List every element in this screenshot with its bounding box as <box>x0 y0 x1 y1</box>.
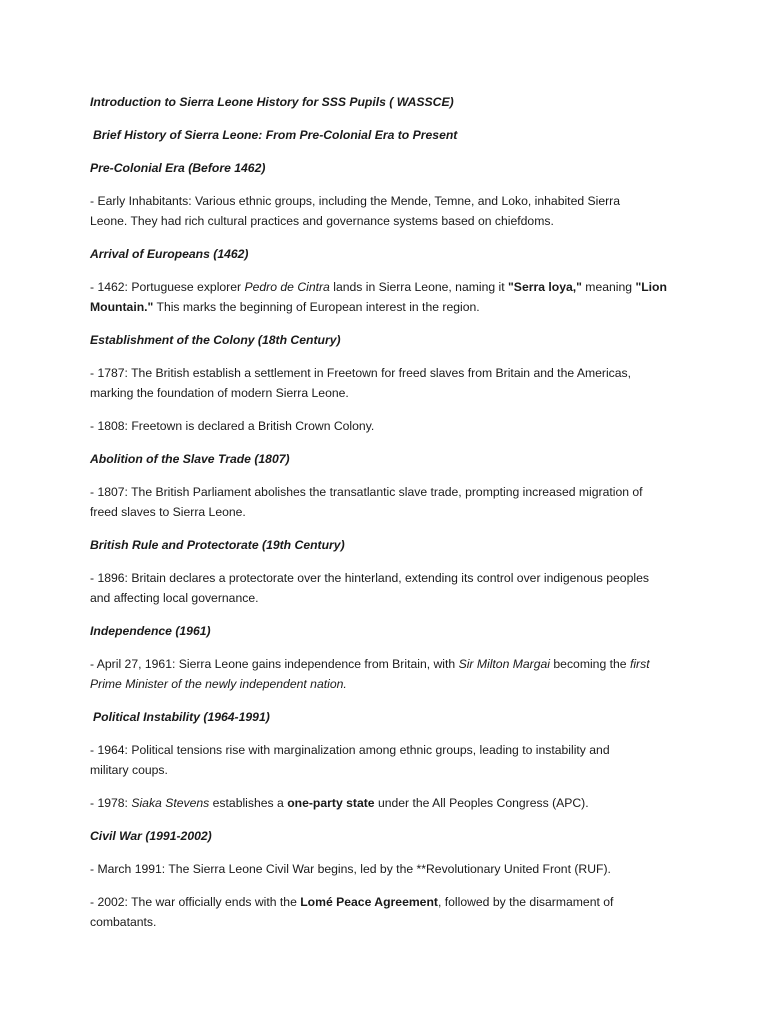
paragraph-1961 <box>90 654 690 694</box>
paragraph-line <box>90 892 690 912</box>
bold-term: Mountain." <box>90 300 154 314</box>
text-run: establishes a <box>209 796 288 810</box>
document-subtitle: Brief History of Sierra Leone: From Pre-Colonial Era to Present <box>93 128 458 142</box>
paragraph-1462 <box>90 277 690 317</box>
text-run: , followed by the disarmament of <box>437 895 614 909</box>
paragraph-line: and affecting local governance. <box>90 591 259 605</box>
section-heading-europeans: Arrival of Europeans (1462) <box>90 247 249 261</box>
section-heading-colony: Establishment of the Colony (18th Century) <box>90 333 341 347</box>
section-heading-independence: Independence (1961) <box>90 624 211 638</box>
paragraph-line: combatants. <box>90 915 157 929</box>
paragraph-line <box>90 297 690 317</box>
italic-name: Sir Milton Margai <box>458 657 550 671</box>
bold-term: Lomé Peace Agreement <box>300 895 438 909</box>
section-heading-british-rule: British Rule and Protectorate (19th Century) <box>90 538 345 552</box>
paragraph-line: - 1787: The British establish a settlement in Freetown for freed slaves from Britain and the Americas, <box>90 366 632 380</box>
text-run: - 1978: <box>90 796 132 810</box>
bold-term: "Serra loya," <box>508 280 582 294</box>
paragraph-2002 <box>90 892 690 932</box>
paragraph-line: military coups. <box>90 763 168 777</box>
paragraph-line: marking the foundation of modern Sierra Leone. <box>90 386 349 400</box>
text-run: meaning <box>581 280 636 294</box>
text-run: - April 27, 1961: Sierra Leone gains independence from Britain, with <box>90 657 459 671</box>
section-heading-instability: Political Instability (1964-1991) <box>93 710 270 724</box>
text-run: becoming the <box>550 657 630 671</box>
paragraph-early-inhabitants <box>90 191 690 231</box>
text-run: - 1462: Portuguese explorer <box>90 280 245 294</box>
text-run: under the All Peoples Congress (APC). <box>374 796 589 810</box>
text-run: lands in Sierra Leone, naming it <box>329 280 509 294</box>
paragraph-1787 <box>90 363 690 403</box>
document-title: Introduction to Sierra Leone History for SSS Pupils ( WASSCE) <box>90 95 454 109</box>
section-heading-pre-colonial: Pre-Colonial Era (Before 1462) <box>90 161 266 175</box>
paragraph-line: - 1807: The British Parliament abolishes the transatlantic slave trade, prompting increased migration of <box>90 485 643 499</box>
paragraph-line <box>90 277 690 297</box>
paragraph-line: Leone. They had rich cultural practices and governance systems based on chiefdoms. <box>90 214 554 228</box>
bold-term: "Lion <box>635 280 667 294</box>
paragraph-1807 <box>90 482 690 522</box>
paragraph-line: - 1964: Political tensions rise with marginalization among ethnic groups, leading to instability and <box>90 743 610 757</box>
paragraph-line: - Early Inhabitants: Various ethnic groups, including the Mende, Temne, and Loko, inhabited Sierra <box>90 194 621 208</box>
italic-phrase: Prime Minister of the newly independent nation. <box>90 677 347 691</box>
paragraph-line: freed slaves to Sierra Leone. <box>90 505 246 519</box>
text-run: This marks the beginning of European interest in the region. <box>153 300 480 314</box>
italic-name: Siaka Stevens <box>131 796 210 810</box>
text-run: - 2002: The war officially ends with the <box>90 895 301 909</box>
bold-term: one-party state <box>287 796 375 810</box>
paragraph-1991: - March 1991: The Sierra Leone Civil War begins, led by the **Revolutionary United Front (RUF). <box>90 862 611 876</box>
italic-phrase: first <box>629 657 650 671</box>
document-page <box>90 92 690 945</box>
paragraph-line <box>90 654 690 674</box>
paragraph-1978 <box>90 793 690 813</box>
paragraph-1896 <box>90 568 690 608</box>
italic-name: Pedro de Cintra <box>244 280 330 294</box>
paragraph-1964 <box>90 740 690 780</box>
section-heading-civil-war: Civil War (1991-2002) <box>90 829 212 843</box>
section-heading-abolition: Abolition of the Slave Trade (1807) <box>90 452 290 466</box>
paragraph-line <box>90 674 690 694</box>
paragraph-line: - 1896: Britain declares a protectorate over the hinterland, extending its control over indigenous peoples <box>90 571 649 585</box>
paragraph-1808: - 1808: Freetown is declared a British Crown Colony. <box>90 419 375 433</box>
